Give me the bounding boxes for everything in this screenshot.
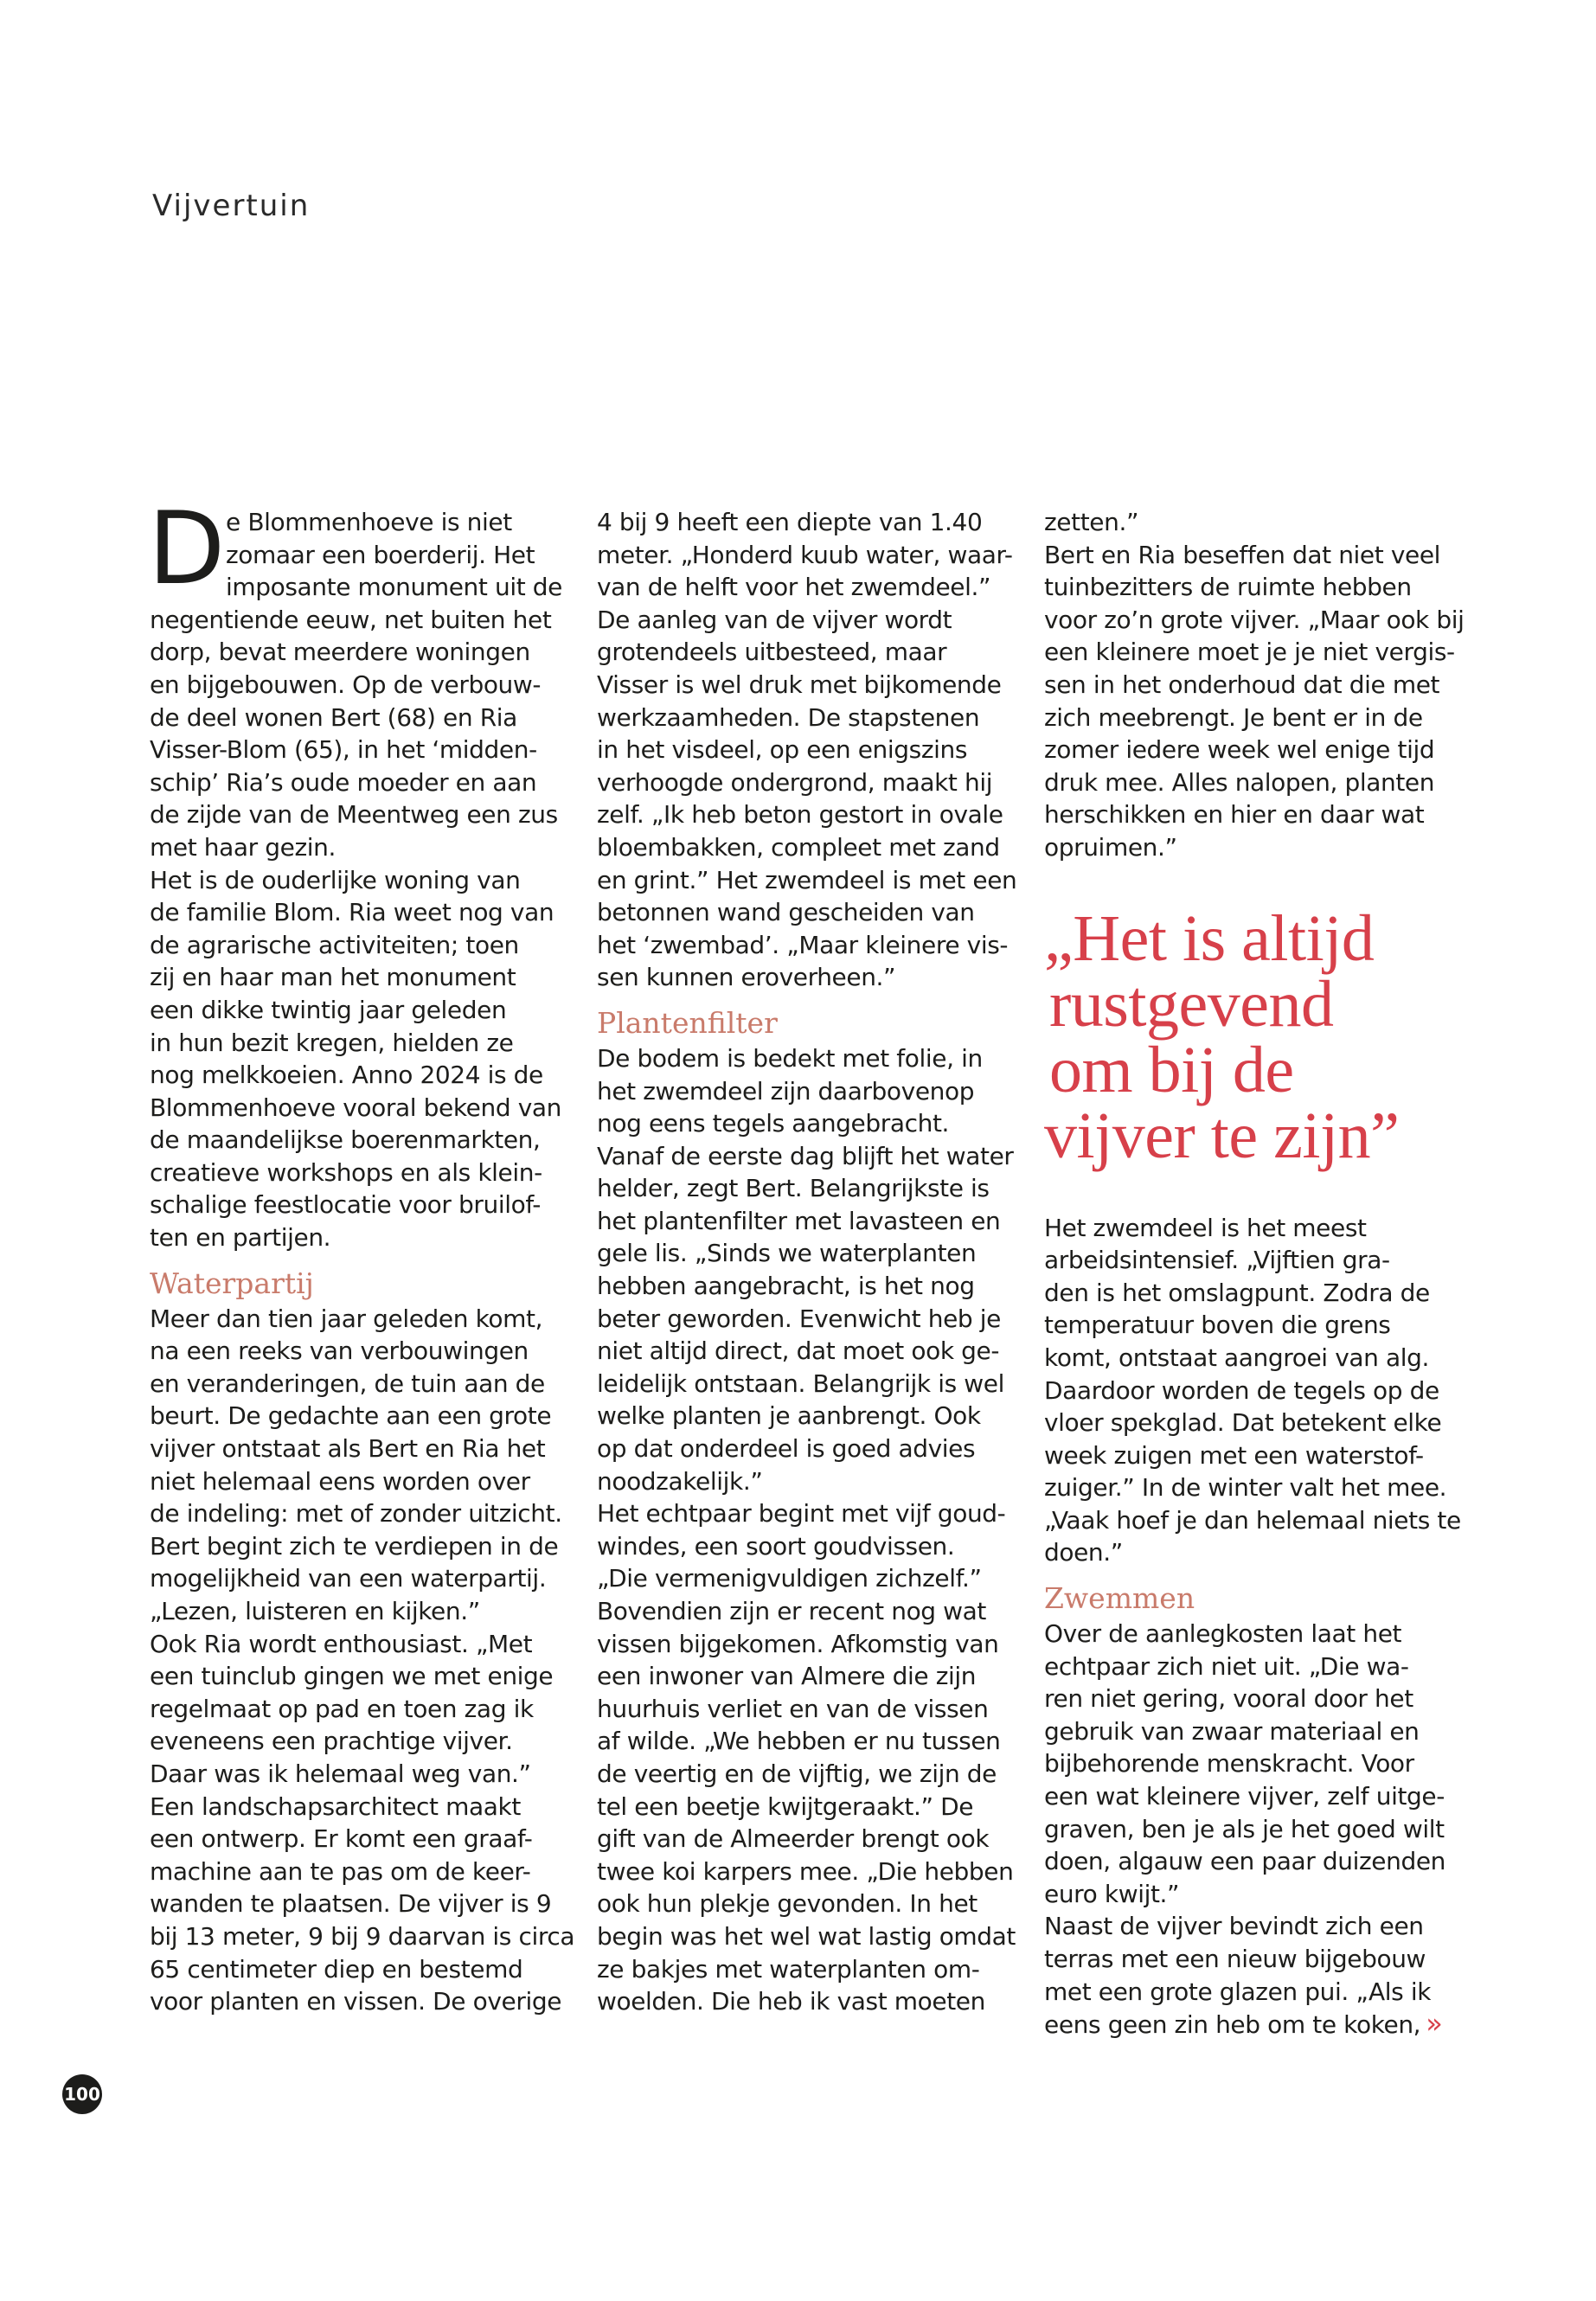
body-line: graven, ben je als je het goed wilt (1044, 1814, 1445, 1843)
article-column-3 (1044, 506, 1465, 2041)
body-line: Daardoor worden de tegels op de (1044, 1375, 1439, 1405)
body-line: Vanaf de eerste dag blijft het water (597, 1141, 1014, 1170)
body-line: huurhuis verliet en van de vissen (597, 1694, 989, 1723)
body-line: Bert begint zich te verdiepen in de (150, 1531, 559, 1561)
body-line: welke planten je aanbrengt. Ook (597, 1401, 981, 1431)
body-line: de indeling: met of zonder uitzicht. (150, 1499, 562, 1529)
body-line: de veertig en de vijftig, we zijn de (597, 1759, 997, 1788)
body-line: en veranderingen, de tuin aan de (150, 1368, 545, 1398)
page-number-badge: 100 (62, 2074, 102, 2114)
body-line: zelf. „Ik heb beton gestort in ovale (597, 800, 1003, 830)
body-line: verhoogde ondergrond, maakt hij (597, 767, 993, 797)
body-line: e Blommenhoeve is niet (226, 508, 512, 536)
body-line: de familie Blom. Ria weet nog van (150, 898, 554, 927)
body-line: vissen bijgekomen. Afkomstig van (597, 1629, 999, 1658)
body-line: nog melkkoeien. Anno 2024 is de (150, 1061, 543, 1090)
intro-block (148, 490, 563, 607)
body-line: Het zwemdeel is het meest (1044, 1213, 1367, 1242)
article-column-2 (597, 506, 1017, 2018)
body-line: in het visdeel, op een enigszins (597, 735, 968, 765)
body-line: zomer iedere week wel enige tijd (1044, 735, 1435, 765)
body-line: na een reeks van verbouwingen (150, 1336, 529, 1366)
body-line: ze bakjes met waterplanten om- (597, 1954, 980, 1984)
body-line: een wat kleinere vijver, zelf uitge- (1044, 1782, 1445, 1811)
body-line: niet altijd direct, dat moet ook ge- (597, 1336, 1000, 1366)
body-line: op dat onderdeel is goed advies (597, 1434, 976, 1464)
body-line: niet helemaal eens worden over (150, 1466, 530, 1496)
body-line: windes, een soort goudvissen. (597, 1531, 955, 1561)
body-line: arbeidsintensief. „Vijftien gra- (1044, 1246, 1390, 1275)
continue-arrow-icon: » (1426, 2007, 1443, 2041)
body-line: zetten.” (1044, 508, 1139, 536)
body-line: Daar was ik helemaal weg van.” (150, 1759, 531, 1788)
body-line: een ontwerp. Er komt een graaf- (150, 1824, 533, 1854)
body-line: De bodem is bedekt met folie, in (597, 1043, 983, 1073)
body-line: tel een beetje kwijtgeraakt.” De (597, 1791, 974, 1821)
section-label: Vijvertuin (152, 189, 311, 223)
body-line: negentiende eeuw, net buiten het (150, 605, 552, 634)
body-line: hebben aangebracht, is het nog (597, 1272, 975, 1301)
body-line: begin was het wel wat lastig omdat (597, 1921, 1016, 1951)
body-line: Naast de vijver bevindt zich een (1044, 1912, 1424, 1941)
body-line: een tuinclub gingen we met enige (150, 1662, 554, 1691)
pull-quote (1044, 901, 1458, 1172)
body-line: zich meebrengt. Je bent er in de (1044, 702, 1423, 732)
paragraph (597, 1042, 1016, 2018)
body-line: Visser-Blom (65), in het ‘midden- (150, 735, 537, 765)
body-line: de maandelijkse boerenmarkten, (150, 1125, 541, 1155)
paragraph (150, 1303, 575, 2018)
body-line: in hun bezit kregen, hielden ze (150, 1028, 514, 1057)
body-line: druk mee. Alles nalopen, planten (1044, 767, 1435, 797)
pull-quote-line: vijver te zijn” (1044, 1099, 1400, 1172)
paragraph (150, 604, 563, 1254)
body-line: met een grote glazen pui. „Als ik (1044, 1977, 1432, 2006)
body-line: den is het omslagpunt. Zodra de (1044, 1278, 1430, 1307)
paragraph (1044, 1212, 1461, 1570)
body-line: 4 bij 9 heeft een diepte van 1.40 (597, 508, 983, 536)
body-line: helder, zegt Bert. Belangrijkste is (597, 1174, 990, 1203)
body-line: „Vaak hoef je dan helemaal niets te (1044, 1505, 1461, 1535)
body-line: woelden. Die heb ik vast moeten (597, 1987, 985, 2016)
body-line: herschikken en hier en daar wat (1044, 800, 1425, 830)
body-line: de agrarische activiteiten; toen (150, 930, 519, 959)
body-line: en grint.” Het zwemdeel is met een (597, 865, 1017, 894)
body-line: af wilde. „We hebben er nu tussen (597, 1727, 1001, 1756)
pull-quote-line: om bij de (1049, 1033, 1294, 1106)
body-line: voor planten en vissen. De overige (150, 1987, 562, 2016)
body-line: Bert en Ria beseffen dat niet veel (1044, 540, 1441, 569)
body-line: mogelijkheid van een waterpartij. (150, 1564, 547, 1593)
body-line: Een landschapsarchitect maakt (150, 1791, 521, 1821)
body-line: Visser is wel druk met bijkomende (597, 670, 1002, 699)
body-line: betonnen wand gescheiden van (597, 898, 975, 927)
body-line: gele lis. „Sinds we waterplanten (597, 1239, 977, 1268)
body-line: de deel wonen Bert (68) en Ria (150, 702, 517, 732)
body-line: werkzaamheden. De stapstenen (597, 702, 980, 732)
body-line: creatieve workshops en als klein- (150, 1157, 542, 1187)
paragraph (1044, 506, 1465, 864)
paragraph (597, 506, 1017, 994)
body-line: machine aan te pas om de keer- (150, 1856, 531, 1886)
body-line: ren niet gering, vooral door het (1044, 1684, 1413, 1714)
body-line: het plantenfilter met lavasteen en (597, 1206, 1001, 1235)
body-line: zuiger.” In de winter valt het mee. (1044, 1473, 1447, 1503)
body-line: zomaar een boerderij. Het (226, 540, 535, 569)
body-line: vloer spekglad. Dat betekent elke (1044, 1408, 1442, 1438)
body-line: gebruik van zwaar materiaal en (1044, 1716, 1420, 1746)
body-line: terras met een nieuw bijgebouw (1044, 1945, 1426, 1973)
body-line: meter. „Honderd kuub water, waar- (597, 540, 1013, 569)
body-line: „Lezen, luisteren en kijken.” (150, 1597, 480, 1625)
pull-quote-line: „Het is altijd (1044, 901, 1375, 975)
body-line: bij 13 meter, 9 bij 9 daarvan is circa (150, 1921, 575, 1951)
body-line: doen, algauw een paar duizenden (1044, 1847, 1446, 1876)
body-line: eveneens een prachtige vijver. (150, 1727, 513, 1756)
body-line: eens geen zin heb om te koken, » (1044, 2007, 1443, 2041)
body-line: noodzakelijk.” (597, 1466, 763, 1496)
body-line: Over de aanlegkosten laat het (1044, 1619, 1402, 1649)
body-line: vijver ontstaat als Bert en Ria het (150, 1434, 546, 1464)
body-line: De aanleg van de vijver wordt (597, 605, 952, 634)
body-line: doen.” (1044, 1538, 1123, 1567)
pull-quote-line: rustgevend (1049, 967, 1334, 1041)
body-line: schalige feestlocatie voor bruilof- (150, 1190, 541, 1220)
body-line: bloembakken, compleet met zand (597, 832, 1000, 862)
body-line: echtpaar zich niet uit. „Die wa- (1044, 1651, 1409, 1681)
body-line: een inwoner van Almere die zijn (597, 1662, 977, 1691)
body-line: komt, ontstaat aangroei van alg. (1044, 1343, 1429, 1372)
body-line: ook hun plekje gevonden. In het (597, 1889, 977, 1919)
body-line: en bijgebouwen. Op de verbouw- (150, 670, 542, 699)
body-line: zij en haar man het monument (150, 963, 516, 992)
body-line: beter geworden. Evenwicht heb je (597, 1304, 1002, 1333)
body-line: Het echtpaar begint met vijf goud- (597, 1499, 1006, 1529)
body-line: „Die vermenigvuldigen zichzelf.” (597, 1564, 982, 1593)
body-line: van de helft voor het zwemdeel.” (597, 573, 991, 602)
body-line: dorp, bevat meerdere woningen (150, 638, 530, 667)
body-line: Bovendien zijn er recent nog wat (597, 1597, 987, 1625)
body-line: het ‘zwembad’. „Maar kleinere vis- (597, 930, 1009, 959)
body-line: sen in het onderhoud dat die met (1044, 670, 1440, 699)
paragraph (1044, 1618, 1458, 2041)
body-line: bijbehorende menskracht. Voor (1044, 1749, 1414, 1779)
article-column-1 (148, 490, 575, 2018)
body-line: schip’ Ria’s oude moeder en aan (150, 767, 537, 797)
body-line: wanden te plaatsen. De vijver is 9 (150, 1889, 552, 1919)
body-line: nog eens tegels aangebracht. (597, 1109, 950, 1138)
body-line: leidelijk ontstaan. Belangrijk is wel (597, 1368, 1004, 1398)
body-line: gift van de Almeerder brengt ook (597, 1824, 990, 1854)
body-line: ten en partijen. (150, 1223, 331, 1253)
body-line: de zijde van de Meentweg een zus (150, 800, 558, 830)
body-line: Blommenhoeve vooral bekend van (150, 1093, 561, 1122)
body-line: het zwemdeel zijn daarbovenop (597, 1076, 975, 1106)
body-line: een dikke twintig jaar geleden (150, 995, 507, 1024)
body-line: imposante monument uit de (226, 573, 562, 602)
body-line: met haar gezin. (150, 832, 336, 862)
body-line: opruimen.” (1044, 832, 1177, 862)
body-line: 65 centimeter diep en bestemd (150, 1954, 523, 1984)
subheading-zwemmen: Zwemmen (1044, 1581, 1195, 1616)
body-line: grotendeels uitbesteed, maar (597, 638, 947, 667)
subheading-plantenfilter: Plantenfilter (597, 1005, 778, 1040)
body-line: Het is de ouderlijke woning van (150, 865, 521, 894)
body-line: temperatuur boven die grens (1044, 1311, 1391, 1340)
body-line: een kleinere moet je je niet vergis- (1044, 638, 1455, 667)
drop-cap: D (148, 490, 226, 607)
body-line: euro kwijt.” (1044, 1879, 1180, 1908)
body-line: beurt. De gedachte aan een grote (150, 1401, 552, 1431)
body-line: tuinbezitters de ruimte hebben (1044, 573, 1412, 602)
body-line: sen kunnen eroverheen.” (597, 963, 896, 992)
body-line: week zuigen met een waterstof- (1044, 1440, 1424, 1470)
body-line: Ook Ria wordt enthousiast. „Met (150, 1629, 533, 1658)
body-line: twee koi karpers mee. „Die hebben (597, 1856, 1014, 1886)
body-line: voor zo’n grote vijver. „Maar ook bij (1044, 605, 1465, 634)
subheading-waterpartij: Waterpartij (150, 1266, 314, 1300)
body-line: regelmaat op pad en toen zag ik (150, 1694, 534, 1723)
body-line: Meer dan tien jaar geleden komt, (150, 1304, 543, 1333)
